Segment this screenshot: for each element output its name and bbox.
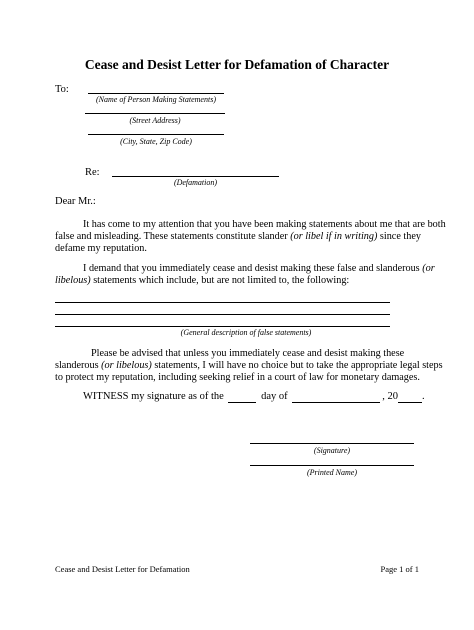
document-title: Cease and Desist Letter for Defamation of Character [84, 57, 390, 72]
witness-end: . [422, 391, 425, 402]
paragraph-3-libelous-note: (or libelous) [101, 360, 152, 371]
paragraph-2-line-2-text: statements which include, but are not limited to, the following: [90, 275, 350, 286]
signature-caption: (Signature) [313, 446, 351, 455]
name-caption: (Name of Person Making Statements) [96, 95, 216, 104]
witness-day-blank [228, 391, 256, 403]
footer-left: Cease and Desist Letter for Defamation [55, 564, 190, 574]
name-line [88, 93, 224, 94]
paragraph-2-line-1 [55, 263, 435, 275]
paragraph-1-line-3: defame my reputation. [55, 243, 147, 254]
paragraph-3-line-2 [55, 360, 443, 372]
paragraph-3-line-1: Please be advised that unless you immediately cease and desist making these [91, 348, 405, 359]
witness-day-word: day of [261, 391, 288, 402]
city-line [88, 134, 224, 135]
paragraph-2-line-2 [55, 275, 425, 287]
signature-line [250, 443, 414, 444]
statement-line-1 [55, 302, 390, 303]
paragraph-2-line-1-text: I demand that you immediately cease and desist making these false and slanderous [83, 263, 423, 274]
printed-name-caption: (Printed Name) [307, 468, 357, 477]
city-caption: (City, State, Zip Code) [120, 137, 192, 146]
paragraph-3-line-2-start: slanderous [55, 360, 102, 371]
street-line [85, 113, 225, 114]
street-caption: (Street Address) [129, 116, 181, 125]
paragraph-1-line-2 [55, 231, 425, 243]
printed-name-line [250, 465, 414, 466]
paragraph-2-or-note: (or [422, 263, 435, 274]
paragraph-3-line-2-end: statements, I will have no choice but to take the appropriate legal steps [151, 360, 443, 371]
statement-line-2 [55, 314, 390, 315]
paragraph-3-line-3: to protect my reputation, including seeking relief in a court of law for monetary damages. [55, 372, 420, 383]
to-label: To: [55, 84, 69, 95]
footer-page-number: Page 1 of 1 [380, 564, 419, 574]
salutation: Dear Mr.: [55, 196, 96, 207]
paragraph-1 [55, 219, 446, 255]
paragraph-2-libelous-note: libelous) [55, 275, 91, 286]
re-label: Re: [85, 167, 100, 178]
statements-caption: (General description of false statements) [180, 328, 312, 337]
witness-month-blank [292, 391, 380, 403]
witness-prefix: WITNESS my signature as of the [83, 391, 224, 402]
statement-line-3 [55, 326, 390, 327]
paragraph-2 [55, 263, 435, 287]
witness-line: WITNESS my signature as of the day of , 20 . [83, 391, 425, 402]
witness-year-blank [398, 391, 422, 403]
re-caption: (Defamation) [173, 178, 218, 187]
paragraph-1-libel-note: (or libel if in writing) [290, 231, 378, 242]
paragraph-1-line-2-end: since they [377, 231, 421, 242]
paragraph-1-line-2-text: false and misleading. These statements constitute slander [55, 231, 291, 242]
paragraph-3 [55, 348, 443, 384]
paragraph-1-line-1: It has come to my attention that you have been making statements about me that are both [83, 219, 446, 230]
re-line [112, 176, 279, 177]
witness-year-prefix: 20 [387, 391, 399, 402]
